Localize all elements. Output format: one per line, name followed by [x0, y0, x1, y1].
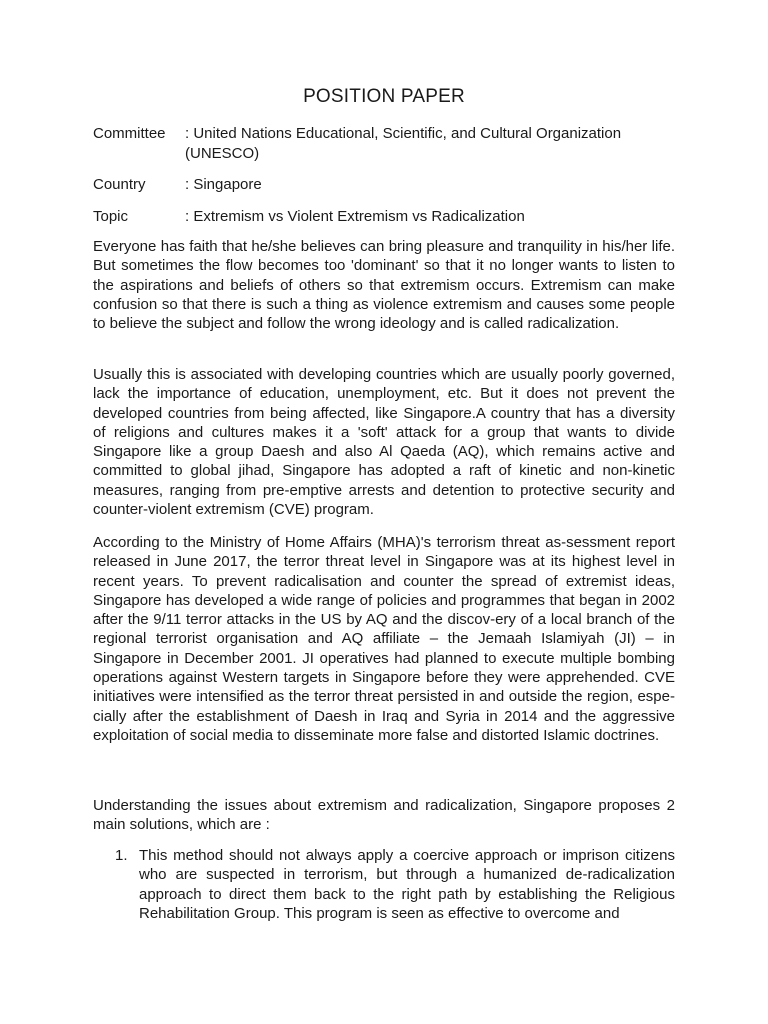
- document-page: [93, 0, 675, 1024]
- paragraph-context: Usually this is associated with developing countries which are usually poorly governed, lack the importance of education, unemployment, etc. But it does not prevent the developed countries from being affected, like Singapore.A country that has a diversity of religions and cultures makes it a 'soft' attack for a group that wants to divide Singapore like a group Daesh and also Al Qaeda (AQ), which remains active and committed to global jihad, Singapore has adopted a raft of kinetic and non-kinetic measures, ranging from pre-emptive arrests and detention to protective security and counter-violent extremism (CVE) program.: [93, 366, 675, 519]
- paragraph-intro: Everyone has faith that he/she believes can bring pleasure and tranquility in his/her life. But sometimes the flow becomes too 'dominant' so that it no longer wants to listen to the aspirations and beliefs of others so that extremism occurs. Extremism can make confusion so that there is such a thing as violence extremism and causes some people to believe the subject and follow the wrong ideology and is called radicalization.: [93, 238, 675, 333]
- topic-row: [93, 207, 675, 227]
- list-item-number: 1.: [115, 847, 128, 864]
- committee-value: : United Nations Educational, Scientific, and Cultural Organization (UNESCO): [185, 125, 622, 162]
- country-row: [93, 175, 675, 195]
- committee-label: Committee: [93, 125, 166, 142]
- topic-label: Topic: [93, 208, 129, 225]
- list-item-text: This method should not always apply a coercive approach or imprison citizens who are suspected in terrorism, but through a humanized de-radicalization approach to direct them back to the right path by establishing the Religious Rehabilitation Group. This program is seen as effective to overcome and: [139, 847, 675, 922]
- topic-value: : Extremism vs Violent Extremism vs Radicalization: [185, 208, 525, 225]
- country-value: : Singapore: [185, 176, 262, 193]
- paragraph-solutions-intro: Understanding the issues about extremism and radicalization, Singapore proposes 2 main solutions, which are :: [93, 797, 675, 834]
- country-label: Country: [93, 176, 146, 193]
- paragraph-mha-report: According to the Ministry of Home Affairs (MHA)'s terrorism threat as-sessment report released in June 2017, the terror threat level in Singapore was at its highest level in recent years. To prevent radicalisation and counter the spread of extremist ideas, Singapore has developed a wide range of policies and programmes that began in 2002 after the 9/11 terror attacks in the US by AQ and the discov-ery of a local branch of the regional terrorist organisation and AQ affiliate – the Jemaah Islamiyah (JI) – in Singapore in December 2001. JI operatives had planned to execute multiple bombing operations against Western targets in Singapore before they were apprehended. CVE initiatives were intensified as the terror threat persisted in and outside the region, espe-cially after the establishment of Daesh in Iraq and Syria in 2014 and the aggressive exploitation of social media to disseminate more false and distorted Islamic doctrines.: [93, 534, 675, 744]
- page-title: POSITION PAPER: [303, 86, 465, 107]
- committee-row: [93, 124, 675, 164]
